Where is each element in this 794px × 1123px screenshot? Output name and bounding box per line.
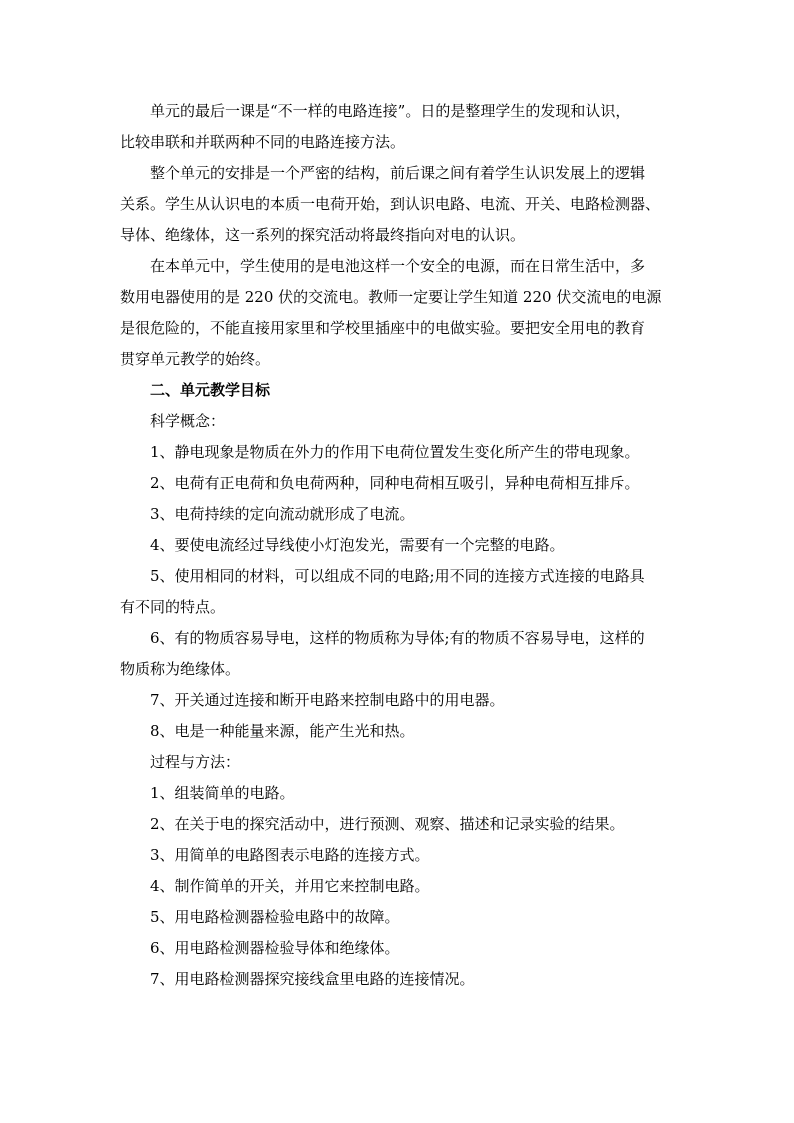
process-item-7: 7、用电路检测器探究接线盒里电路的连接情况。 — [150, 970, 475, 988]
concept-item-5 — [120, 561, 676, 623]
text-line: 6、有的物质容易导电，这样的物质称为导体;有的物质不容易导电，这样的 — [150, 629, 645, 647]
concepts-label: 科学概念： — [150, 412, 226, 430]
text-line: 物质称为绝缘体。 — [120, 660, 241, 678]
concept-item-7: 7、开关通过连接和断开电路来控制电路中的用电器。 — [150, 691, 505, 709]
document-body — [120, 96, 676, 995]
process-label: 过程与方法： — [150, 753, 241, 771]
text-line: 导体、绝缘体，这一系列的探究活动将最终指向对电的认识。 — [120, 226, 526, 244]
concept-item-4: 4、要使电流经过导线使小灯泡发光，需要有一个完整的电路。 — [150, 536, 565, 554]
text-line: 整个单元的安排是一个严密的结构，前后课之间有着学生认识发展上的逻辑 — [150, 164, 646, 182]
process-item-5: 5、用电路检测器检验电路中的故障。 — [150, 908, 400, 926]
concept-item-6 — [120, 623, 676, 685]
process-item-3: 3、用简单的电路图表示电路的连接方式。 — [150, 846, 430, 864]
intro-paragraph-1 — [120, 96, 676, 158]
text-line: 单元的最后一课是“不一样的电路连接”。日的是整理学生的发现和认识， — [150, 102, 631, 120]
text-line: 比较串联和并联两种不同的电路连接方法。 — [120, 133, 406, 151]
text-line: 是很危险的，不能直接用家里和学校里插座中的电做实验。要把安全用电的教育 — [120, 319, 646, 337]
text-line: 数用电器使用的是 220 伏的交流电。教师一定要让学生知道 220 伏交流电的电源 — [120, 288, 662, 306]
text-line: 贯穿单元教学的始终。 — [120, 350, 271, 368]
section-heading: 二、单元教学目标 — [150, 381, 271, 399]
concept-item-1: 1、静电现象是物质在外力的作用下电荷位置发生变化所产生的带电现象。 — [150, 443, 640, 461]
concept-item-3: 3、电荷持续的定向流动就形成了电流。 — [150, 505, 415, 523]
process-item-2: 2、在关于电的探究活动中，进行预测、观察、描述和记录实验的结果。 — [150, 815, 625, 833]
process-item-6: 6、用电路检测器检验导体和绝缘体。 — [150, 939, 400, 957]
concept-item-2: 2、电荷有正电荷和负电荷两种，同种电荷相互吸引，异种电荷相互排斥。 — [150, 474, 640, 492]
intro-paragraph-3 — [120, 251, 676, 375]
intro-paragraph-2 — [120, 158, 676, 251]
text-line: 关系。学生从认识电的本质一电荷开始，到认识电路、电流、开关、电路检测器、 — [120, 195, 661, 213]
text-line: 在本单元中，学生使用的是电池这样一个安全的电源，而在日常生活中，多 — [150, 257, 646, 275]
text-line: 有不同的特点。 — [120, 598, 226, 616]
process-item-4: 4、制作简单的开关，并用它来控制电路。 — [150, 877, 430, 895]
concept-item-8: 8、电是一种能量来源，能产生光和热。 — [150, 722, 415, 740]
text-line: 5、使用相同的材料，可以组成不同的电路;用不同的连接方式连接的电路具 — [150, 567, 645, 585]
process-item-1: 1、组装简单的电路。 — [150, 784, 295, 802]
